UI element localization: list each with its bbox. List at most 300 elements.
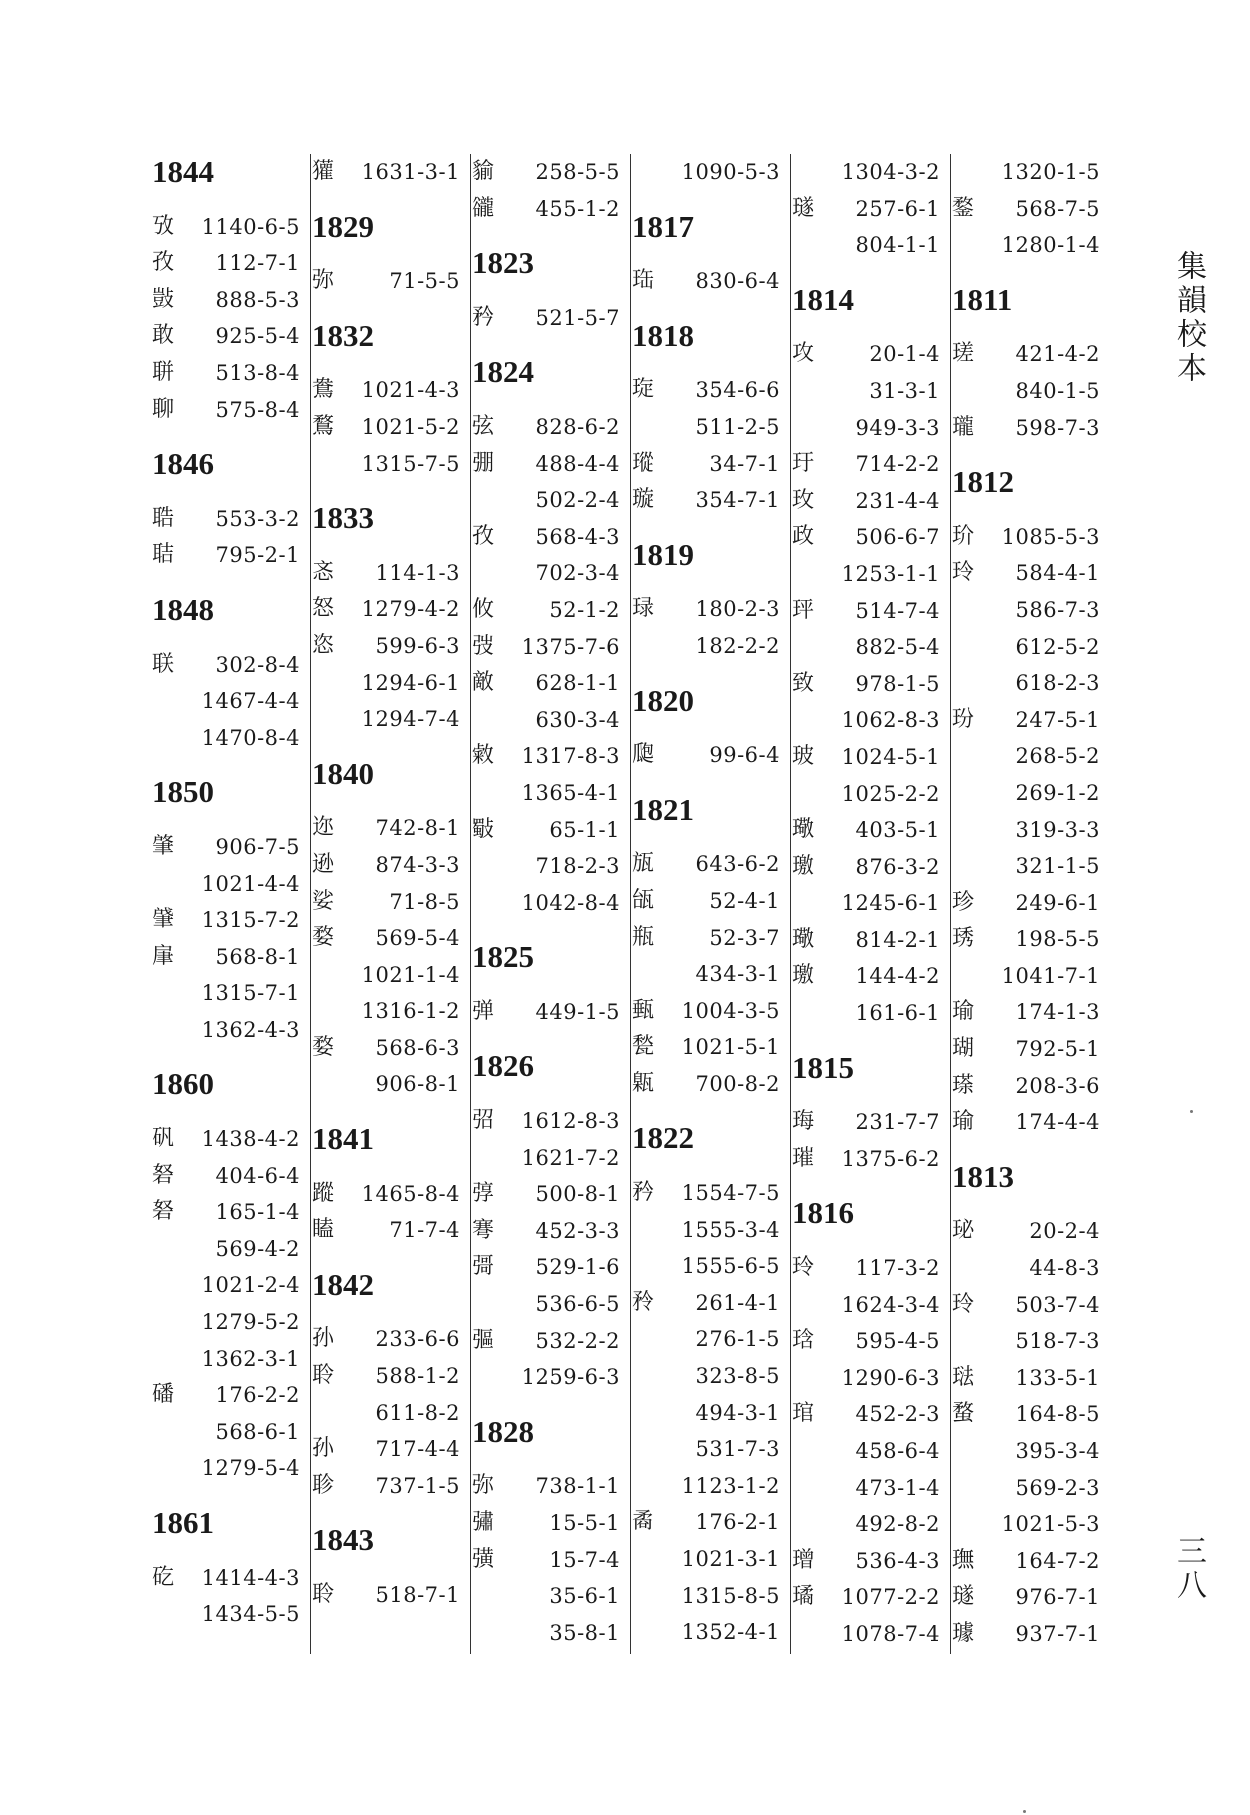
entry-reference: 1621-7-2	[521, 1145, 620, 1170]
entry-reference: 20-2-4	[1029, 1219, 1100, 1244]
entry-reference: 449-1-5	[535, 999, 620, 1024]
entry-reference: 514-7-4	[855, 598, 940, 623]
entry-reference: 702-3-4	[535, 561, 620, 586]
entry-reference: 1375-7-6	[521, 634, 620, 659]
entry-character: 玢	[952, 706, 975, 732]
entry-reference: 1294-7-4	[361, 707, 460, 732]
entry-reference: 628-1-1	[535, 671, 620, 696]
entry-reference: 404-6-4	[215, 1163, 300, 1188]
entry-reference: 99-6-4	[709, 743, 780, 768]
index-entry	[952, 191, 1110, 228]
entry-character: 攸	[472, 596, 495, 622]
index-entry	[792, 1323, 950, 1360]
entry-reference: 536-4-3	[855, 1548, 940, 1573]
entry-reference: 257-6-1	[855, 196, 940, 221]
index-entry	[952, 555, 1110, 592]
entry-reference: 1438-4-2	[201, 1127, 300, 1152]
entry-character: 璥	[792, 926, 815, 952]
entry-character: 瓬	[632, 851, 655, 877]
entry-reference: 395-3-4	[1015, 1439, 1100, 1463]
entry-reference: 31-3-1	[869, 378, 940, 403]
index-entry	[472, 555, 630, 592]
entry-reference: 882-5-4	[855, 635, 940, 660]
index-entry	[792, 1360, 950, 1397]
index-entry	[792, 1543, 950, 1580]
entry-character: 恣	[312, 632, 335, 658]
index-entry	[312, 446, 470, 483]
entry-reference: 529-1-6	[535, 1255, 620, 1280]
index-entry	[312, 1321, 470, 1358]
entry-reference: 52-4-1	[709, 888, 780, 913]
entry-reference: 1004-3-5	[681, 998, 780, 1023]
entry-reference: 1315-8-5	[681, 1583, 780, 1608]
entry-character: 忞	[312, 559, 335, 585]
section-heading: 1860	[152, 1066, 214, 1102]
entry-character: 攷	[152, 213, 175, 239]
entry-reference: 906-8-1	[375, 1072, 460, 1097]
index-entry	[632, 1285, 790, 1322]
page-number: 三八	[1171, 1535, 1206, 1603]
index-entry	[632, 1431, 790, 1468]
entry-reference: 874-3-3	[375, 852, 460, 877]
index-entry	[472, 1176, 630, 1213]
index-entry	[152, 392, 310, 429]
section-heading: 1821	[632, 791, 694, 827]
entry-character: 娑	[312, 888, 335, 914]
entry-reference: 1024-5-1	[841, 744, 940, 769]
entry-character: 聊	[152, 396, 175, 422]
entry-character: 矻	[152, 1564, 175, 1590]
index-entry	[152, 1194, 310, 1231]
entry-reference: 52-3-7	[709, 925, 780, 950]
entry-reference: 164-7-2	[1015, 1548, 1100, 1573]
entry-character: 玫	[792, 487, 815, 513]
entry-character: 弥	[312, 268, 335, 294]
entry-character: 璇	[632, 487, 655, 513]
index-entry	[152, 1121, 310, 1158]
entry-reference: 1259-6-3	[521, 1365, 620, 1390]
index-entry	[632, 482, 790, 519]
index-entry	[952, 812, 1110, 849]
entry-reference: 1021-4-4	[201, 871, 300, 896]
entry-character: 瑜	[952, 999, 975, 1025]
entry-reference: 1085-5-3	[1001, 524, 1100, 549]
entry-reference: 164-8-5	[1015, 1402, 1100, 1427]
entry-reference: 949-3-3	[855, 415, 940, 440]
section-heading: 1842	[312, 1266, 374, 1302]
entry-reference: 71-7-4	[389, 1218, 460, 1243]
index-entry	[312, 665, 470, 702]
entry-character: 玶	[792, 597, 815, 623]
section-heading: 1832	[312, 317, 374, 353]
index-entry	[632, 1066, 790, 1103]
entry-reference: 1279-4-2	[361, 597, 460, 622]
index-entry	[312, 628, 470, 665]
index-entry	[952, 958, 1110, 995]
entry-reference: 302-8-4	[215, 652, 300, 677]
entry-character: 瑚	[952, 1036, 975, 1062]
entry-reference: 1021-4-3	[361, 378, 460, 403]
entry-character: 甃	[632, 1034, 655, 1060]
entry-reference: 1123-1-2	[681, 1473, 780, 1498]
entry-reference: 503-7-4	[1015, 1292, 1100, 1317]
entry-character: 矝	[632, 1289, 655, 1315]
entry-reference: 738-1-1	[535, 1474, 620, 1499]
index-entry	[792, 191, 950, 228]
index-entry	[792, 702, 950, 739]
index-entry	[312, 1358, 470, 1395]
entry-reference: 1470-8-4	[201, 725, 300, 750]
index-entry	[632, 1248, 790, 1285]
entry-reference: 1375-6-2	[841, 1146, 940, 1171]
index-entry	[472, 1249, 630, 1286]
index-entry	[952, 1579, 1110, 1616]
index-entry	[632, 409, 790, 446]
entry-character: 瑹	[952, 1072, 975, 1098]
entry-character: 玻	[792, 743, 815, 769]
entry-reference: 595-4-5	[855, 1329, 940, 1354]
index-entry	[472, 1505, 630, 1542]
entry-character: 敵	[472, 670, 495, 696]
entry-reference: 403-5-1	[855, 818, 940, 843]
entry-reference: 1555-6-5	[681, 1254, 780, 1279]
entry-character: 彇	[472, 1510, 495, 1535]
index-entry	[792, 373, 950, 410]
entry-reference: 937-7-1	[1015, 1621, 1100, 1646]
entry-reference: 888-5-3	[215, 287, 300, 312]
section-heading: 1841	[312, 1121, 374, 1157]
entry-character: 弴	[472, 1181, 495, 1207]
entry-reference: 247-5-1	[1015, 707, 1100, 732]
index-entry	[312, 555, 470, 592]
entry-reference: 500-8-1	[535, 1182, 620, 1207]
index-entry	[152, 1012, 310, 1049]
entry-reference: 588-1-2	[375, 1364, 460, 1389]
index-entry	[152, 902, 310, 939]
index-entry	[952, 738, 1110, 775]
index-entry	[632, 956, 790, 993]
entry-reference: 513-8-4	[215, 360, 300, 385]
entry-reference: 208-3-6	[1015, 1073, 1100, 1098]
index-entry	[952, 1068, 1110, 1105]
index-entry	[472, 1323, 630, 1360]
entry-reference: 976-7-1	[1015, 1585, 1100, 1610]
entry-character: 琺	[952, 1364, 975, 1390]
index-entry	[152, 501, 310, 538]
entry-reference: 792-5-1	[1015, 1037, 1100, 1062]
entry-character: 孜	[472, 523, 495, 549]
entry-reference: 1062-8-3	[841, 708, 940, 733]
entry-reference: 568-4-3	[535, 524, 620, 549]
entry-reference: 518-7-3	[1015, 1329, 1100, 1354]
index-column-6	[952, 154, 1110, 1654]
index-entry	[152, 1158, 310, 1195]
entry-reference: 569-5-4	[375, 926, 460, 951]
entry-reference: 717-4-4	[375, 1437, 460, 1462]
index-entry	[312, 263, 470, 300]
entry-character: 璩	[952, 1620, 975, 1646]
entry-reference: 354-7-1	[695, 488, 780, 513]
index-entry	[632, 372, 790, 409]
entry-reference: 231-4-4	[855, 488, 940, 513]
entry-character: 聆	[312, 1582, 335, 1607]
entry-reference: 737-1-5	[375, 1473, 460, 1498]
index-entry	[152, 1377, 310, 1414]
entry-reference: 52-1-2	[549, 597, 620, 622]
index-entry	[632, 1504, 790, 1541]
entry-reference: 1365-4-1	[521, 780, 620, 805]
index-entry	[472, 1103, 630, 1140]
entry-character: 琯	[792, 1401, 815, 1427]
index-entry	[792, 995, 950, 1032]
index-entry	[792, 446, 950, 483]
index-entry	[472, 812, 630, 849]
section-heading: 1861	[152, 1505, 214, 1540]
index-entry	[472, 738, 630, 775]
entry-reference: 458-6-4	[855, 1439, 940, 1463]
index-entry	[952, 336, 1110, 373]
index-entry	[792, 1506, 950, 1543]
entry-character: 甀	[632, 997, 655, 1023]
entry-reference: 511-2-5	[695, 414, 780, 439]
entry-reference: 176-2-2	[215, 1383, 300, 1408]
index-entry	[952, 629, 1110, 666]
index-entry	[632, 1578, 790, 1615]
index-entry	[152, 1341, 310, 1378]
entry-reference: 1352-4-1	[681, 1620, 780, 1645]
index-entry	[312, 1577, 470, 1614]
index-entry	[472, 191, 630, 228]
entry-character: 攻	[792, 341, 815, 367]
entry-character: 珤	[632, 268, 655, 294]
entry-reference: 494-3-1	[695, 1400, 780, 1425]
entry-reference: 1320-1-5	[1001, 160, 1100, 184]
entry-character: 婺	[312, 925, 335, 951]
entry-reference: 1025-2-2	[841, 781, 940, 806]
entry-reference: 34-7-1	[709, 451, 780, 476]
entry-reference: 714-2-2	[855, 452, 940, 477]
entry-character: 瑜	[952, 1109, 975, 1135]
entry-character: 弹	[472, 998, 495, 1024]
entry-character: 珻	[792, 1109, 815, 1135]
index-entry	[312, 920, 470, 957]
index-entry	[472, 1213, 630, 1250]
index-entry	[152, 720, 310, 757]
entry-reference: 180-2-3	[695, 597, 780, 622]
entry-character: 聐	[152, 542, 175, 568]
entry-character: 璬	[792, 963, 815, 989]
entry-reference: 1290-6-3	[841, 1365, 940, 1390]
entry-reference: 1434-5-5	[201, 1602, 300, 1627]
entry-reference: 553-3-2	[215, 506, 300, 531]
index-entry	[952, 1470, 1110, 1507]
entry-reference: 421-4-2	[1015, 342, 1100, 367]
section-heading: 1828	[472, 1413, 534, 1449]
index-entry	[952, 1543, 1110, 1580]
entry-reference: 182-2-2	[695, 633, 780, 658]
entry-character: 珍	[952, 889, 975, 915]
index-entry	[312, 1176, 470, 1213]
entry-reference: 114-1-3	[375, 560, 460, 585]
entry-reference: 65-1-1	[549, 817, 620, 842]
entry-character: 聕	[152, 505, 175, 531]
section-heading: 1820	[632, 682, 694, 718]
index-entry	[952, 1360, 1110, 1397]
index-column-2	[312, 154, 471, 1654]
entry-reference: 323-8-5	[695, 1364, 780, 1389]
index-entry	[312, 701, 470, 738]
entry-reference: 321-1-5	[1015, 854, 1100, 879]
entry-character: 斀	[472, 816, 495, 842]
index-entry	[792, 483, 950, 520]
index-entry	[792, 336, 950, 373]
index-entry	[632, 446, 790, 483]
entry-character: 璲	[792, 195, 815, 221]
entry-reference: 1021-5-3	[1001, 1512, 1100, 1537]
index-entry	[312, 810, 470, 847]
index-entry	[472, 446, 630, 483]
section-heading: 1843	[312, 1522, 374, 1558]
index-entry	[952, 702, 1110, 739]
index-entry	[312, 372, 470, 409]
entry-reference: 434-3-1	[695, 962, 780, 987]
entry-reference: 1555-3-4	[681, 1217, 780, 1242]
entry-character: 玗	[792, 451, 815, 477]
entry-reference: 1021-2-4	[201, 1273, 300, 1298]
index-column-3	[472, 154, 631, 1654]
index-entry	[152, 245, 310, 282]
index-entry	[312, 1030, 470, 1067]
entry-reference: 814-2-1	[855, 927, 940, 952]
entry-reference: 1317-8-3	[521, 744, 620, 769]
entry-reference: 1316-1-2	[361, 999, 460, 1024]
index-entry	[152, 647, 310, 684]
entry-reference: 473-1-4	[855, 1475, 940, 1500]
entry-reference: 133-5-1	[1015, 1365, 1100, 1390]
entry-reference: 568-6-3	[375, 1035, 460, 1060]
entry-reference: 506-6-7	[855, 525, 940, 550]
index-entry	[472, 1578, 630, 1615]
entry-reference: 612-5-2	[1015, 634, 1100, 659]
entry-character: 弥	[472, 1473, 495, 1499]
entry-reference: 978-1-5	[855, 671, 940, 696]
index-entry	[152, 282, 310, 319]
entry-character: 砮	[152, 1162, 175, 1188]
index-entry	[472, 994, 630, 1031]
index-entry	[952, 519, 1110, 556]
entry-reference: 174-1-3	[1015, 1000, 1100, 1025]
entry-reference: 575-8-4	[215, 397, 300, 422]
entry-character: 璲	[952, 1584, 975, 1610]
entry-reference: 1467-4-4	[201, 689, 300, 714]
index-entry	[792, 958, 950, 995]
entry-reference: 44-8-3	[1029, 1256, 1100, 1281]
section-heading: 1846	[152, 446, 214, 482]
index-entry	[632, 1614, 790, 1651]
index-entry	[312, 1395, 470, 1432]
section-heading: 1814	[792, 281, 854, 317]
index-column-4	[632, 154, 791, 1654]
entry-reference: 233-6-6	[375, 1327, 460, 1352]
index-entry	[472, 1359, 630, 1396]
index-entry	[472, 848, 630, 885]
entry-reference: 112-7-1	[215, 251, 300, 276]
entry-reference: 1279-5-2	[201, 1310, 300, 1335]
section-heading: 1816	[792, 1195, 854, 1231]
entry-reference: 1624-3-4	[841, 1292, 940, 1317]
entry-character: 珌	[952, 1218, 975, 1244]
entry-reference: 1279-5-4	[201, 1456, 300, 1481]
entry-character: 弢	[472, 633, 495, 659]
entry-reference: 268-5-2	[1015, 744, 1100, 769]
section-heading: 1812	[952, 464, 1014, 500]
index-entry	[792, 666, 950, 703]
section-heading: 1813	[952, 1158, 1014, 1194]
index-entry	[152, 1596, 310, 1633]
index-entry	[312, 409, 470, 446]
entry-character: 孙	[312, 1326, 335, 1352]
index-entry	[312, 1212, 470, 1249]
entry-character: 瑳	[952, 341, 975, 367]
entry-character: 璥	[792, 817, 815, 843]
index-entry	[952, 1250, 1110, 1287]
entry-reference: 165-1-4	[215, 1200, 300, 1225]
index-entry	[792, 593, 950, 630]
section-heading: 1850	[152, 774, 214, 810]
entry-character: 瓵	[632, 887, 655, 913]
entry-character: 孜	[152, 250, 175, 276]
entry-reference: 618-2-3	[1015, 671, 1100, 696]
index-entry	[952, 410, 1110, 447]
entry-reference: 700-8-2	[695, 1071, 780, 1096]
index-entry	[152, 1560, 310, 1597]
entry-reference: 452-3-3	[535, 1218, 620, 1243]
index-entry	[792, 1433, 950, 1470]
entry-character: 矜	[632, 1180, 655, 1206]
section-heading: 1829	[312, 208, 374, 244]
index-entry	[632, 1468, 790, 1505]
index-entry	[472, 300, 630, 337]
entry-reference: 1021-5-1	[681, 1035, 780, 1060]
index-entry	[952, 1323, 1110, 1360]
entry-reference: 1554-7-5	[681, 1181, 780, 1206]
index-entry	[152, 1304, 310, 1341]
entry-reference: 71-5-5	[389, 269, 460, 294]
index-entry	[472, 629, 630, 666]
index-entry	[632, 628, 790, 665]
entry-reference: 1304-3-2	[841, 160, 940, 184]
entry-reference: 643-6-2	[695, 852, 780, 877]
entry-character: 敹	[472, 743, 495, 769]
entry-character: 瓟	[632, 742, 655, 768]
entry-character: 敱	[152, 286, 175, 312]
index-entry	[952, 1287, 1110, 1324]
entry-reference: 795-2-1	[215, 543, 300, 568]
index-entry	[472, 1468, 630, 1505]
entry-character: 鍪	[952, 195, 975, 221]
index-column-5	[792, 154, 951, 1654]
entry-character: 鴦	[312, 377, 335, 403]
index-entry	[152, 975, 310, 1012]
entry-reference: 568-8-1	[215, 944, 300, 969]
entry-reference: 15-5-1	[549, 1511, 620, 1535]
index-entry	[632, 920, 790, 957]
entry-reference: 198-5-5	[1015, 927, 1100, 952]
index-entry	[792, 1470, 950, 1507]
index-entry	[312, 847, 470, 884]
entry-reference: 1280-1-4	[1001, 233, 1100, 258]
entry-reference: 1245-6-1	[841, 891, 940, 916]
